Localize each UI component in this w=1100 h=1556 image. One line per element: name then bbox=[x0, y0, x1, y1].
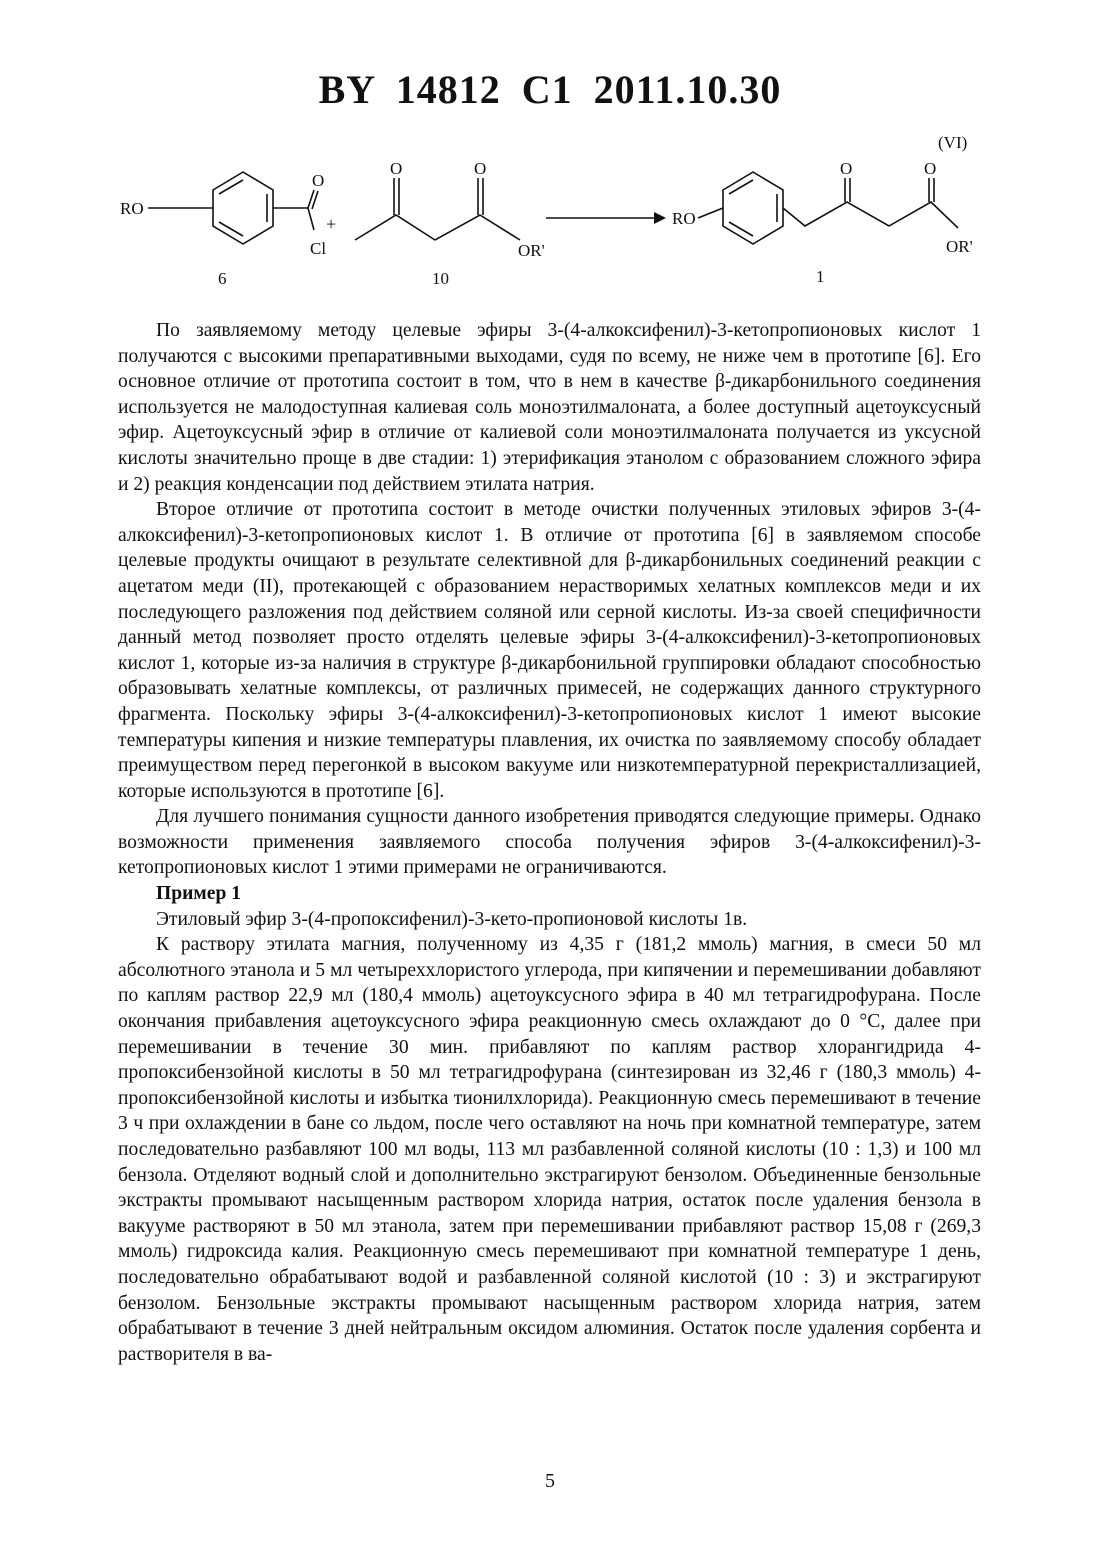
arrow-head bbox=[654, 212, 666, 224]
plus-sign: + bbox=[326, 214, 337, 234]
body-text bbox=[118, 318, 981, 1367]
paragraph: Для лучшего понимания сущности данного изобретения приводятся следующие примеры. Однако возможности применения заявляемого способа получения эфиров 3-(4-алкоксифенил)-3-кетопропионовых кислот 1 этими примерами не ограничиваются. bbox=[118, 806, 981, 879]
product-ketone-oxygen-label: O bbox=[840, 159, 853, 178]
reaction-scheme bbox=[100, 130, 1000, 330]
acyl-oxygen-label: O bbox=[312, 171, 325, 190]
example-heading: Пример 1 bbox=[156, 883, 242, 905]
paragraph: Второе отличие от прототипа состоит в методе очистки полученных этиловых эфиров 3-(4-алкоксифенил)-3-кетопропионовых кислот 1. В отличие от прототипа [6] в заявляемом способе целевые продукты очищают в результате селективной для β-дикарбонильных соединений реакции с ацетатом меди (II), протекающей с образованием нерастворимых хелатных комплексов меди и их последующего разложения под действием соляной или серной кислоты. Из-за своей специфичности данный метод позволяет просто отделять целевые эфиры 3-(4-алкоксифенил)-3-кетопропионовых кислот 1, которые из-за наличия в структуре β-дикарбонильной группировки обладают способностью образовывать хелатные комплексы, от различных примесей, не содержащих данного структурного фрагмента. Поскольку эфиры 3-(4-алкоксифенил)-3-кетопропионовых кислот 1 имеют высокие температуры кипения и низкие температуры плавления, их очистка по заявляемому способу обладает преимуществом перед перегонкой в высоком вакууме или низкотемпературной перекристаллизацией, которые используются в прототипе [6]. bbox=[118, 499, 981, 802]
patent-header: BY 14812 C1 2011.10.30 bbox=[318, 67, 782, 112]
compound-number-1: 1 bbox=[816, 267, 825, 286]
compound-number-10: 10 bbox=[432, 269, 449, 288]
product-ester-oxygen-label: O bbox=[924, 159, 937, 178]
ro-label-left: RO bbox=[120, 199, 144, 218]
chlorine-label: Cl bbox=[310, 239, 327, 258]
ro-label-right: RO bbox=[672, 209, 696, 228]
page-number: 5 bbox=[545, 1470, 555, 1492]
benzene-ring-reactant-6 bbox=[213, 172, 273, 244]
or-prime-label-left: OR' bbox=[518, 241, 545, 260]
example-body: К раствору этилата магния, полученному из 4,35 г (181,2 ммоль) магния, в смеси 50 мл абсолютного этанола и 5 мл четыреххлористого углерода, при кипячении и перемешивании добавляют по каплям раствор 22,9 мл (180,4 ммоль) ацетоуксусного эфира в 40 мл тетрагидрофурана. После окончания прибавления ацетоуксусного эфира реакционную смесь охлаждают до 0 °C, далее при перемешивании в течение 30 мин. прибавляют по каплям раствор хлорангидрида 4-пропоксибензойной кислоты в 50 мл тетрагидрофурана (синтезирован из 32,46 г (180,3 ммоль) 4-пропоксибензойной кислоты и избытка тионилхлорида). Реакционную смесь перемешивают в течение 3 ч при охлаждении в бане со льдом, после чего оставляют на ночь при комнатной температуре, затем последовательно разбавляют 100 мл воды, 113 мл разбавленной соляной кислоты (10 : 1,3) и 100 мл бензола. Отделяют водный слой и дополнительно экстрагируют бензолом. Объединенные бензольные экстракты промывают насыщенным раствором хлорида натрия, остаток после удаления бензола в вакууме растворяют в 50 мл этанола, затем при перемешивании прибавляют раствор 15,08 г (269,3 ммоль) гидроксида калия. Реакционную смесь перемешивают при комнатной температуре 1 день, последовательно обрабатывают водой и разбавленной соляной кислотой (10 : 3) и экстрагируют бензолом. Бензольные экстракты промывают насыщенным раствором хлорида натрия, затем обрабатывают в течение 3 дней нейтральным оксидом алюминия. Остаток после удаления сорбента и растворителя в ва- bbox=[118, 934, 981, 1365]
ketone-oxygen-label: O bbox=[390, 159, 403, 178]
benzene-ring-product-1 bbox=[723, 172, 783, 244]
paragraph: По заявляемому методу целевые эфиры 3-(4-алкоксифенил)-3-кетопропионовых кислот 1 получаются с высокими препаративными выходами, судя по всему, не ниже чем в прототипе [6]. Его основное отличие от прототипа состоит в том, что в нем в качестве β-дикарбонильного соединения используется не малодоступная калиевая соль моноэтилмалоната, а более доступный ацетоуксусный эфир. Ацетоуксусный эфир в отличие от калиевой соли моноэтилмалоната получается из уксусной кислоты значительно проще в две стадии: 1) этерификация этанолом с образованием сложного эфира и 2) реакция конденсации под действием этилата натрия. bbox=[118, 320, 981, 495]
or-prime-label-right: OR' bbox=[946, 237, 973, 256]
equation-tag: (VI) bbox=[938, 133, 968, 152]
compound-number-6: 6 bbox=[218, 269, 227, 288]
ester-oxygen-label: O bbox=[474, 159, 487, 178]
example-title: Этиловый эфир 3-(4-пропоксифенил)-3-кето-пропионовой кислоты 1в. bbox=[156, 908, 748, 930]
